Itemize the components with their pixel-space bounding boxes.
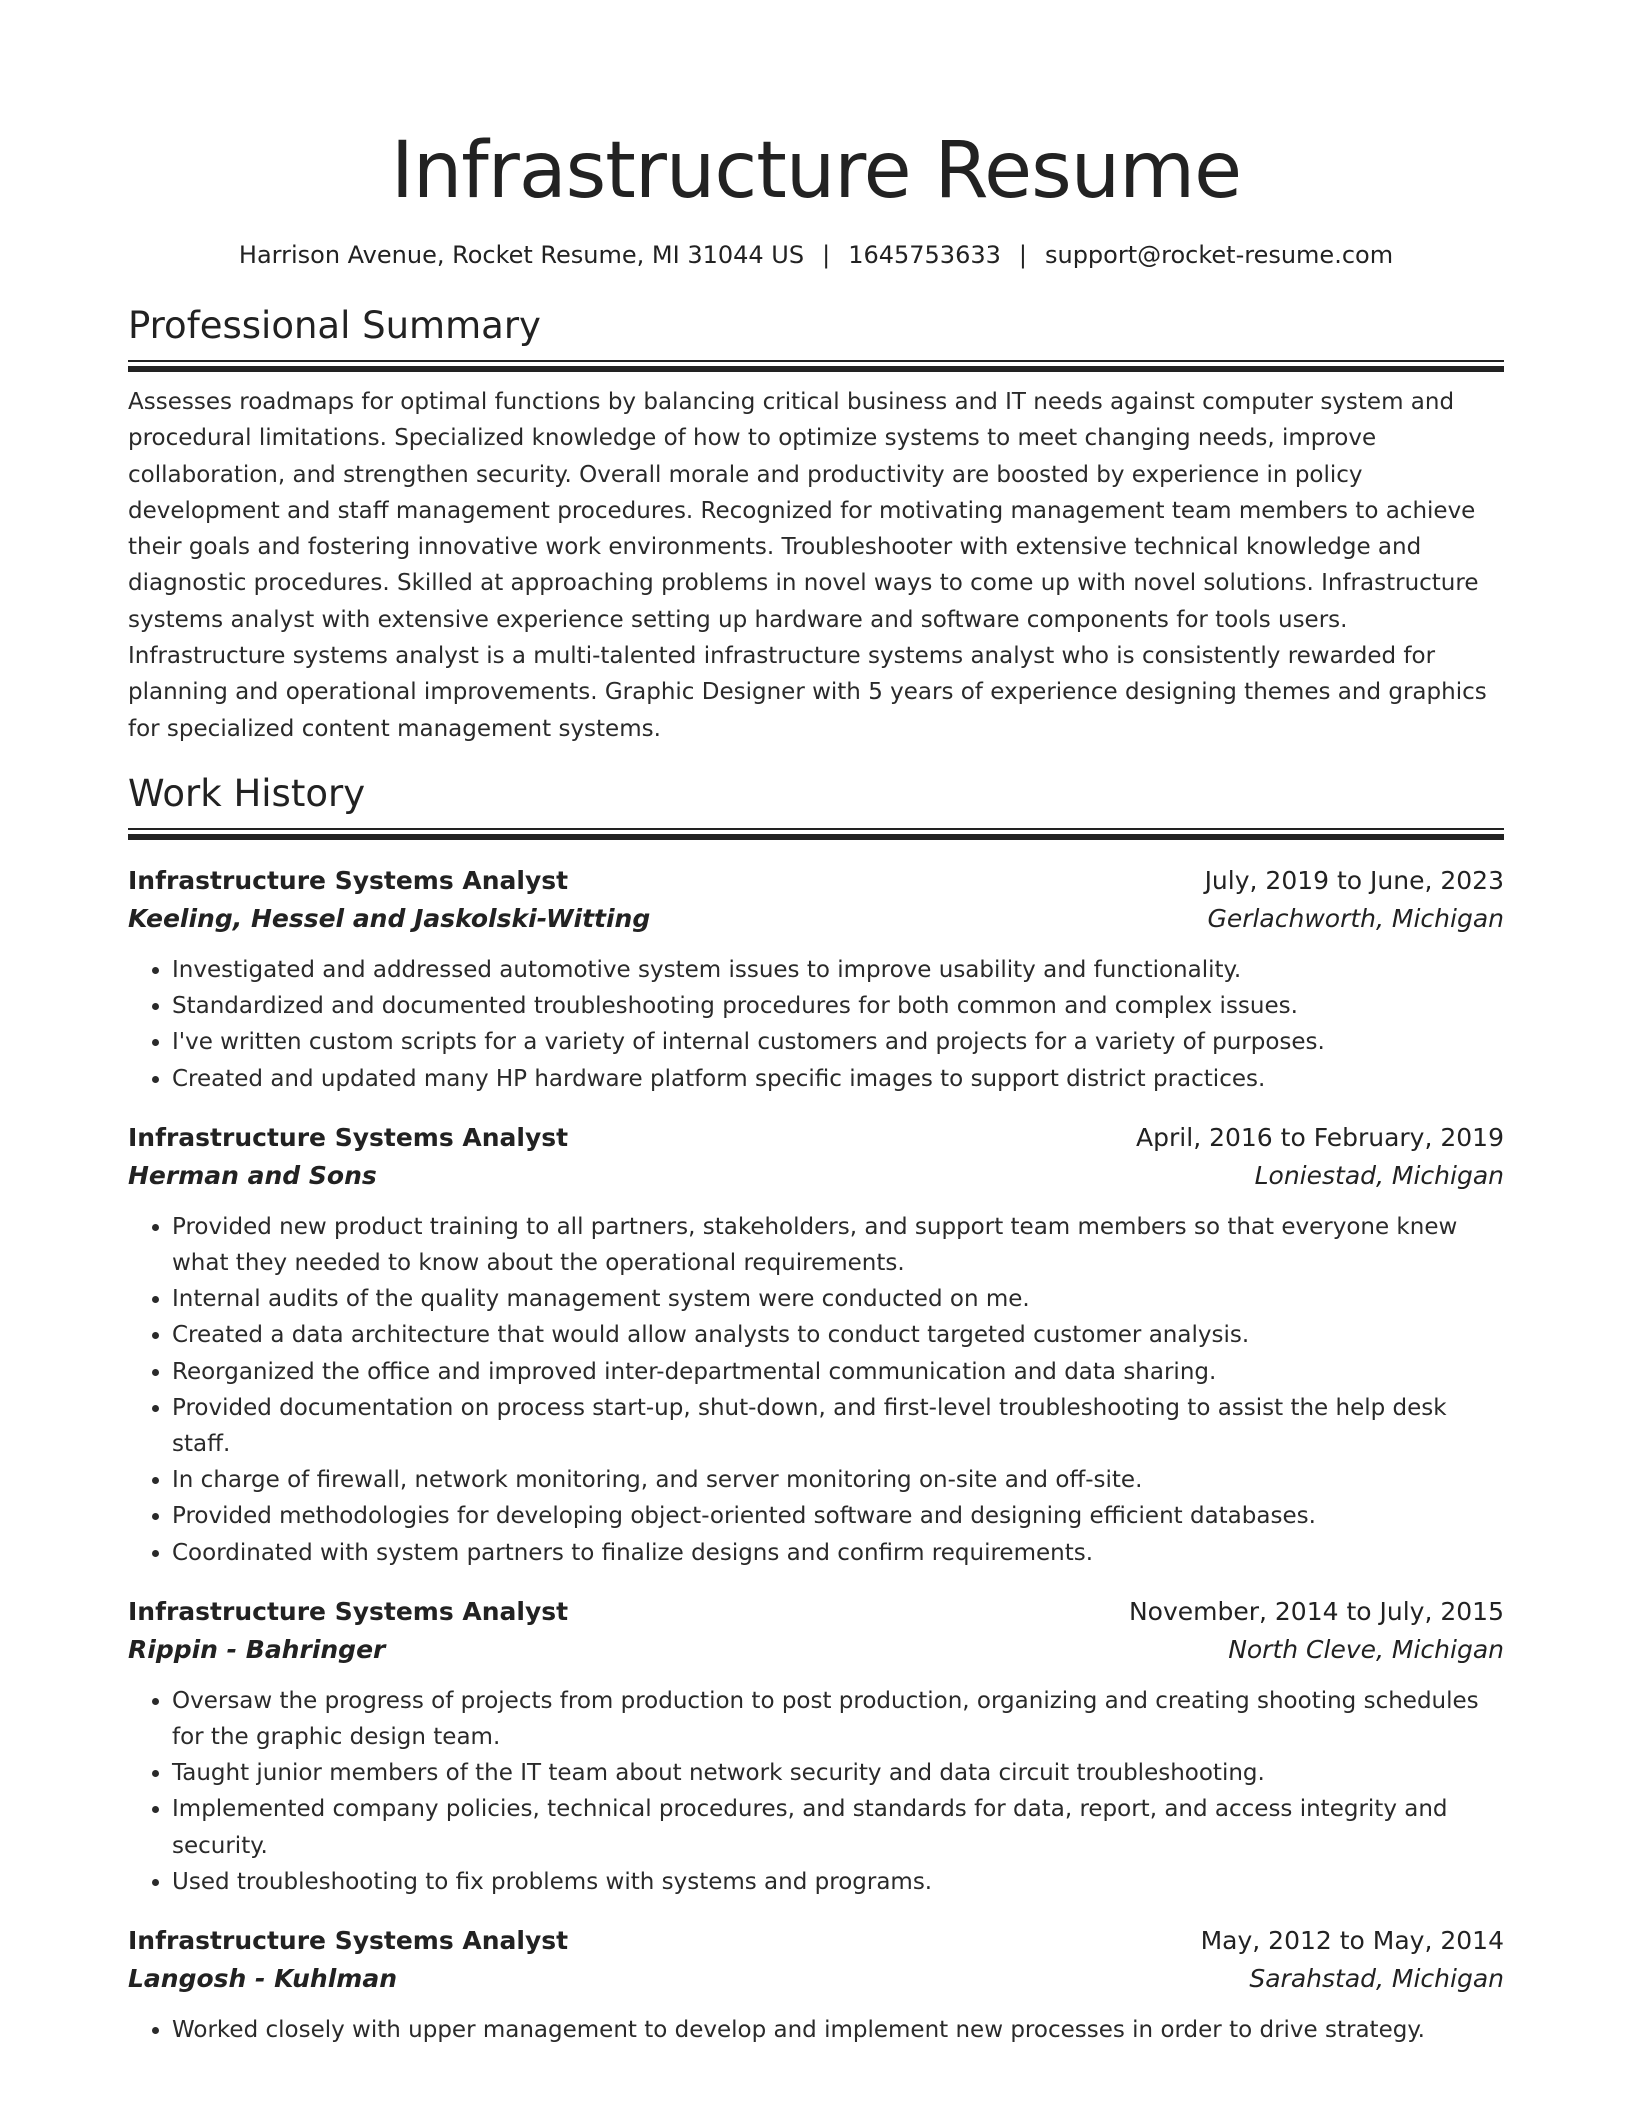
job-entry bbox=[128, 1593, 1504, 1900]
job-bullet: • Provided methodologies for developing object-oriented software and designing efficient databases. bbox=[172, 1498, 1504, 1534]
section-divider bbox=[128, 828, 1504, 840]
job-title: Infrastructure Systems Analyst bbox=[128, 1926, 569, 1956]
job-bullet: • Oversaw the progress of projects from production to post production, organizing and creating shooting schedules for the graphic design team. bbox=[172, 1683, 1504, 1755]
work-history-section bbox=[128, 770, 1504, 2048]
job-bullet: • In charge of firewall, network monitoring, and server monitoring on-site and off-site. bbox=[172, 1462, 1504, 1498]
job-dates: July, 2019 to June, 2023 bbox=[1204, 865, 1504, 895]
job-dates: November, 2014 to July, 2015 bbox=[1128, 1596, 1504, 1626]
job-entry bbox=[128, 862, 1504, 1097]
job-bullet: • Created and updated many HP hardware platform specific images to support district practices. bbox=[172, 1061, 1504, 1097]
job-company-row bbox=[128, 1960, 1504, 1998]
job-bullet: • Created a data architecture that would allow analysts to conduct targeted customer analysis. bbox=[172, 1317, 1504, 1353]
job-company-row bbox=[128, 900, 1504, 938]
job-bullet: • Internal audits of the quality management system were conducted on me. bbox=[172, 1281, 1504, 1317]
job-company: Keeling, Hessel and Jaskolski-Witting bbox=[128, 903, 651, 933]
job-header-row bbox=[128, 1593, 1504, 1631]
job-bullet: • Provided new product training to all partners, stakeholders, and support team members so that everyone knew what they needed to know about the operational requirements. bbox=[172, 1209, 1504, 1281]
professional-summary-section bbox=[128, 302, 1504, 747]
job-bullet-list bbox=[128, 2012, 1504, 2048]
job-bullet: • Investigated and addressed automotive system issues to improve usability and functionality. bbox=[172, 952, 1504, 988]
job-title: Infrastructure Systems Analyst bbox=[128, 1122, 569, 1152]
job-location: Gerlachworth, Michigan bbox=[1207, 903, 1504, 933]
resume-page bbox=[128, 0, 1504, 2048]
job-bullet: • Provided documentation on process start-up, shut-down, and first-level troubleshooting to assist the help desk staff. bbox=[172, 1390, 1504, 1462]
job-bullet: • Reorganized the office and improved inter-departmental communication and data sharing. bbox=[172, 1354, 1504, 1390]
contact-phone: 1645753633 bbox=[848, 241, 1001, 269]
job-location: Sarahstad, Michigan bbox=[1249, 1964, 1504, 1994]
job-company: Langosh - Kuhlman bbox=[128, 1964, 398, 1994]
section-title-summary: Professional Summary bbox=[128, 304, 541, 347]
job-header-row bbox=[128, 1922, 1504, 1960]
job-bullet-list bbox=[128, 1683, 1504, 1900]
contact-separator: | bbox=[822, 241, 831, 269]
section-divider bbox=[128, 360, 1504, 372]
job-bullet: • I've written custom scripts for a variety of internal customers and projects for a variety of purposes. bbox=[172, 1024, 1504, 1060]
job-entry bbox=[128, 1119, 1504, 1571]
contact-address: Harrison Avenue, Rocket Resume, MI 31044 US bbox=[238, 241, 805, 269]
job-dates: April, 2016 to February, 2019 bbox=[1136, 1122, 1504, 1152]
contact-email: support@rocket-resume.com bbox=[1044, 241, 1394, 269]
job-header-row bbox=[128, 1119, 1504, 1157]
job-bullet-list bbox=[128, 952, 1504, 1097]
job-title: Infrastructure Systems Analyst bbox=[128, 865, 569, 895]
job-bullet: • Taught junior members of the IT team about network security and data circuit troubleshooting. bbox=[172, 1755, 1504, 1791]
resume-name: Infrastructure Resume bbox=[390, 126, 1242, 216]
job-location: North Cleve, Michigan bbox=[1228, 1634, 1504, 1664]
contact-separator: | bbox=[1018, 241, 1027, 269]
job-company: Rippin - Bahringer bbox=[128, 1634, 386, 1664]
summary-text: Assesses roadmaps for optimal functions by balancing critical business and IT needs against computer system and procedural limitations. Specialized knowledge of how to optimize systems to meet changing needs, improve collaboration, and strengthen security. Overall morale and productivity are boosted by experience in policy development and staff management procedures. Recognized for motivating management team members to achieve their goals and fostering innovative work environments. Troubleshooter with extensive technical knowledge and diagnostic procedures. Skilled at approaching problems in novel ways to come up with novel solutions. Infrastructure systems analyst with extensive experience setting up hardware and software components for tools users. Infrastructure systems analyst is a multi-talented infrastructure systems analyst who is consistently rewarded for planning and operational improvements. Graphic Designer with 5 years of experience designing themes and graphics for specialized content management systems. bbox=[128, 389, 1487, 742]
job-bullet: • Standardized and documented troubleshooting procedures for both common and complex issues. bbox=[172, 988, 1504, 1024]
contact-line bbox=[128, 238, 1504, 272]
job-bullet: • Coordinated with system partners to finalize designs and confirm requirements. bbox=[172, 1535, 1504, 1571]
job-bullet: • Implemented company policies, technical procedures, and standards for data, report, and access integrity and security. bbox=[172, 1791, 1504, 1863]
job-bullet: • Worked closely with upper management to develop and implement new processes in order to drive strategy. bbox=[172, 2012, 1504, 2048]
job-company-row bbox=[128, 1157, 1504, 1195]
section-title-work-history: Work History bbox=[128, 771, 366, 815]
job-company-row bbox=[128, 1631, 1504, 1669]
job-bullet: • Used troubleshooting to fix problems with systems and programs. bbox=[172, 1864, 1504, 1900]
job-header-row bbox=[128, 862, 1504, 900]
job-location: Loniestad, Michigan bbox=[1254, 1160, 1504, 1190]
job-dates: May, 2012 to May, 2014 bbox=[1200, 1926, 1504, 1956]
job-entry bbox=[128, 1922, 1504, 2048]
job-title: Infrastructure Systems Analyst bbox=[128, 1596, 569, 1626]
job-company: Herman and Sons bbox=[128, 1160, 377, 1190]
job-bullet-list bbox=[128, 1209, 1504, 1571]
